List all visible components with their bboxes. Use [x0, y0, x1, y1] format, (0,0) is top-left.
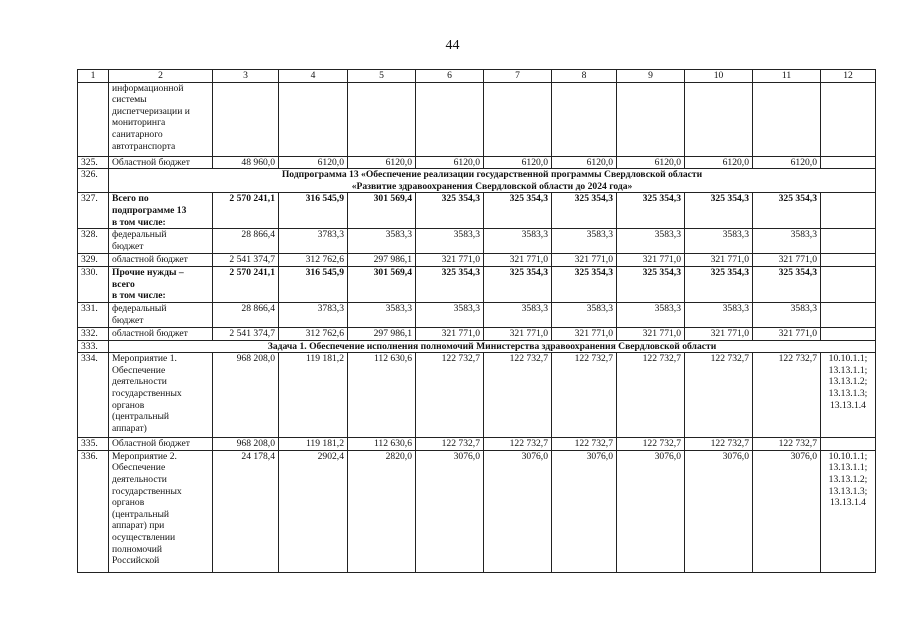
value-cell: 3076,0 [617, 450, 685, 572]
column-number: 9 [617, 70, 685, 83]
table-row [78, 302, 876, 327]
value-cell: 3583,3 [348, 229, 416, 254]
value-cell: 301 569,4 [348, 266, 416, 302]
value-cell: 122 732,7 [484, 353, 552, 438]
column-number: 5 [348, 70, 416, 83]
value-cell [753, 82, 821, 156]
value-cell: 3583,3 [416, 302, 484, 327]
target-codes [821, 229, 876, 254]
value-cell: 3076,0 [753, 450, 821, 572]
value-cell: 3583,3 [552, 229, 617, 254]
value-cell: 3583,3 [617, 229, 685, 254]
value-cell: 122 732,7 [617, 353, 685, 438]
value-cell: 3583,3 [552, 302, 617, 327]
value-cell: 301 569,4 [348, 193, 416, 229]
item-name: Мероприятие 1. Обеспечение деятельности государственных органов (центральный аппарат) [109, 353, 213, 438]
target-codes [821, 327, 876, 340]
section-title: Задача 1. Обеспечение исполнения полномочий Министерства здравоохранения Свердловской области [109, 340, 876, 353]
column-number: 8 [552, 70, 617, 83]
row-number: 325. [78, 156, 109, 169]
value-cell: 6120,0 [552, 156, 617, 169]
column-number: 12 [821, 70, 876, 83]
column-number: 6 [416, 70, 484, 83]
value-cell [348, 82, 416, 156]
value-cell: 6120,0 [416, 156, 484, 169]
value-cell: 122 732,7 [416, 438, 484, 451]
value-cell: 321 771,0 [552, 327, 617, 340]
item-name: информационной системы диспетчеризации и мониторинга санитарного автотранспорта [109, 82, 213, 156]
column-number: 3 [213, 70, 279, 83]
row-number: 333. [78, 340, 109, 353]
value-cell: 6120,0 [484, 156, 552, 169]
value-cell: 119 181,2 [279, 438, 348, 451]
value-cell: 122 732,7 [753, 438, 821, 451]
value-cell: 325 354,3 [484, 266, 552, 302]
target-codes [821, 156, 876, 169]
section-row [78, 169, 876, 193]
value-cell: 325 354,3 [416, 266, 484, 302]
value-cell: 122 732,7 [685, 438, 753, 451]
page-number: 44 [445, 38, 460, 53]
row-number: 326. [78, 169, 109, 193]
value-cell: 112 630,6 [348, 353, 416, 438]
column-number: 2 [109, 70, 213, 83]
table-row [78, 438, 876, 451]
row-number [78, 82, 109, 156]
column-number: 11 [753, 70, 821, 83]
row-number: 330. [78, 266, 109, 302]
value-cell: 24 178,4 [213, 450, 279, 572]
value-cell: 325 354,3 [484, 193, 552, 229]
section-title: Подпрограмма 13 «Обеспечение реализации государственной программы Свердловской области «Развитие здравоохранения Свердловской области до 2024 года» [109, 169, 876, 193]
value-cell: 119 181,2 [279, 353, 348, 438]
item-name: Мероприятие 2. Обеспечение деятельности государственных органов (центральный аппарат) при осуществлении полномочий Российской [109, 450, 213, 572]
value-cell: 3583,3 [348, 302, 416, 327]
column-number: 4 [279, 70, 348, 83]
table-row [78, 327, 876, 340]
budget-table [77, 69, 876, 573]
value-cell: 6120,0 [753, 156, 821, 169]
value-cell: 3583,3 [753, 302, 821, 327]
value-cell: 122 732,7 [617, 438, 685, 451]
value-cell [213, 82, 279, 156]
target-codes [821, 438, 876, 451]
value-cell: 3583,3 [484, 229, 552, 254]
value-cell: 2 570 241,1 [213, 266, 279, 302]
value-cell: 321 771,0 [416, 327, 484, 340]
item-name: Прочие нужды – всего в том числе: [109, 266, 213, 302]
item-name: Областной бюджет [109, 438, 213, 451]
value-cell: 312 762,6 [279, 327, 348, 340]
table-row [78, 82, 876, 156]
value-cell: 312 762,6 [279, 254, 348, 267]
value-cell: 28 866,4 [213, 229, 279, 254]
target-codes [821, 82, 876, 156]
target-codes: 10.10.1.1; 13.13.1.1; 13.13.1.2; 13.13.1.3; 13.13.1.4 [821, 450, 876, 572]
item-name: Всего по подпрограмме 13 в том числе: [109, 193, 213, 229]
value-cell [552, 82, 617, 156]
value-cell: 321 771,0 [484, 327, 552, 340]
value-cell: 112 630,6 [348, 438, 416, 451]
target-codes [821, 302, 876, 327]
value-cell: 325 354,3 [685, 266, 753, 302]
value-cell: 321 771,0 [416, 254, 484, 267]
value-cell: 3783,3 [279, 229, 348, 254]
value-cell: 3076,0 [685, 450, 753, 572]
value-cell: 3583,3 [685, 229, 753, 254]
value-cell: 325 354,3 [552, 193, 617, 229]
item-name: федеральный бюджет [109, 229, 213, 254]
value-cell: 3583,3 [753, 229, 821, 254]
value-cell: 122 732,7 [416, 353, 484, 438]
value-cell: 321 771,0 [753, 327, 821, 340]
value-cell: 122 732,7 [552, 438, 617, 451]
target-codes [821, 193, 876, 229]
target-codes [821, 254, 876, 267]
value-cell: 3783,3 [279, 302, 348, 327]
value-cell: 321 771,0 [753, 254, 821, 267]
value-cell: 2820,0 [348, 450, 416, 572]
table-row [78, 193, 876, 229]
table-row [78, 229, 876, 254]
value-cell: 6120,0 [279, 156, 348, 169]
value-cell: 297 986,1 [348, 327, 416, 340]
value-cell: 122 732,7 [484, 438, 552, 451]
row-number: 327. [78, 193, 109, 229]
value-cell: 122 732,7 [552, 353, 617, 438]
value-cell: 6120,0 [617, 156, 685, 169]
value-cell: 2 541 374,7 [213, 254, 279, 267]
target-codes: 10.10.1.1; 13.13.1.1; 13.13.1.2; 13.13.1.3; 13.13.1.4 [821, 353, 876, 438]
column-number: 10 [685, 70, 753, 83]
column-number: 7 [484, 70, 552, 83]
section-row [78, 340, 876, 353]
column-number: 1 [78, 70, 109, 83]
value-cell [484, 82, 552, 156]
item-name: федеральный бюджет [109, 302, 213, 327]
table-row [78, 156, 876, 169]
row-number: 328. [78, 229, 109, 254]
value-cell: 325 354,3 [552, 266, 617, 302]
value-cell: 321 771,0 [484, 254, 552, 267]
value-cell: 325 354,3 [753, 266, 821, 302]
value-cell: 122 732,7 [753, 353, 821, 438]
value-cell: 968 208,0 [213, 353, 279, 438]
row-number: 336. [78, 450, 109, 572]
value-cell: 2 541 374,7 [213, 327, 279, 340]
value-cell: 6120,0 [685, 156, 753, 169]
value-cell: 297 986,1 [348, 254, 416, 267]
item-name: Областной бюджет [109, 156, 213, 169]
value-cell: 3583,3 [617, 302, 685, 327]
table-row [78, 266, 876, 302]
value-cell: 325 354,3 [753, 193, 821, 229]
value-cell [416, 82, 484, 156]
value-cell: 321 771,0 [617, 327, 685, 340]
value-cell: 3583,3 [484, 302, 552, 327]
value-cell: 3076,0 [416, 450, 484, 572]
value-cell: 3076,0 [484, 450, 552, 572]
value-cell: 321 771,0 [617, 254, 685, 267]
value-cell: 321 771,0 [685, 327, 753, 340]
row-number: 334. [78, 353, 109, 438]
value-cell: 48 960,0 [213, 156, 279, 169]
row-number: 329. [78, 254, 109, 267]
column-number-row [78, 70, 876, 83]
value-cell: 321 771,0 [552, 254, 617, 267]
value-cell: 316 545,9 [279, 266, 348, 302]
value-cell: 28 866,4 [213, 302, 279, 327]
row-number: 335. [78, 438, 109, 451]
table-row [78, 450, 876, 572]
row-number: 331. [78, 302, 109, 327]
value-cell: 3583,3 [685, 302, 753, 327]
value-cell: 3583,3 [416, 229, 484, 254]
value-cell: 325 354,3 [416, 193, 484, 229]
value-cell: 968 208,0 [213, 438, 279, 451]
value-cell: 321 771,0 [685, 254, 753, 267]
row-number: 332. [78, 327, 109, 340]
value-cell: 325 354,3 [685, 193, 753, 229]
table-row [78, 254, 876, 267]
value-cell: 2902,4 [279, 450, 348, 572]
value-cell: 325 354,3 [617, 266, 685, 302]
value-cell [279, 82, 348, 156]
value-cell: 3076,0 [552, 450, 617, 572]
item-name: областной бюджет [109, 327, 213, 340]
item-name: областной бюджет [109, 254, 213, 267]
value-cell [685, 82, 753, 156]
value-cell: 122 732,7 [685, 353, 753, 438]
value-cell: 2 570 241,1 [213, 193, 279, 229]
value-cell: 325 354,3 [617, 193, 685, 229]
value-cell: 316 545,9 [279, 193, 348, 229]
value-cell: 6120,0 [348, 156, 416, 169]
target-codes [821, 266, 876, 302]
value-cell [617, 82, 685, 156]
table-row [78, 353, 876, 438]
